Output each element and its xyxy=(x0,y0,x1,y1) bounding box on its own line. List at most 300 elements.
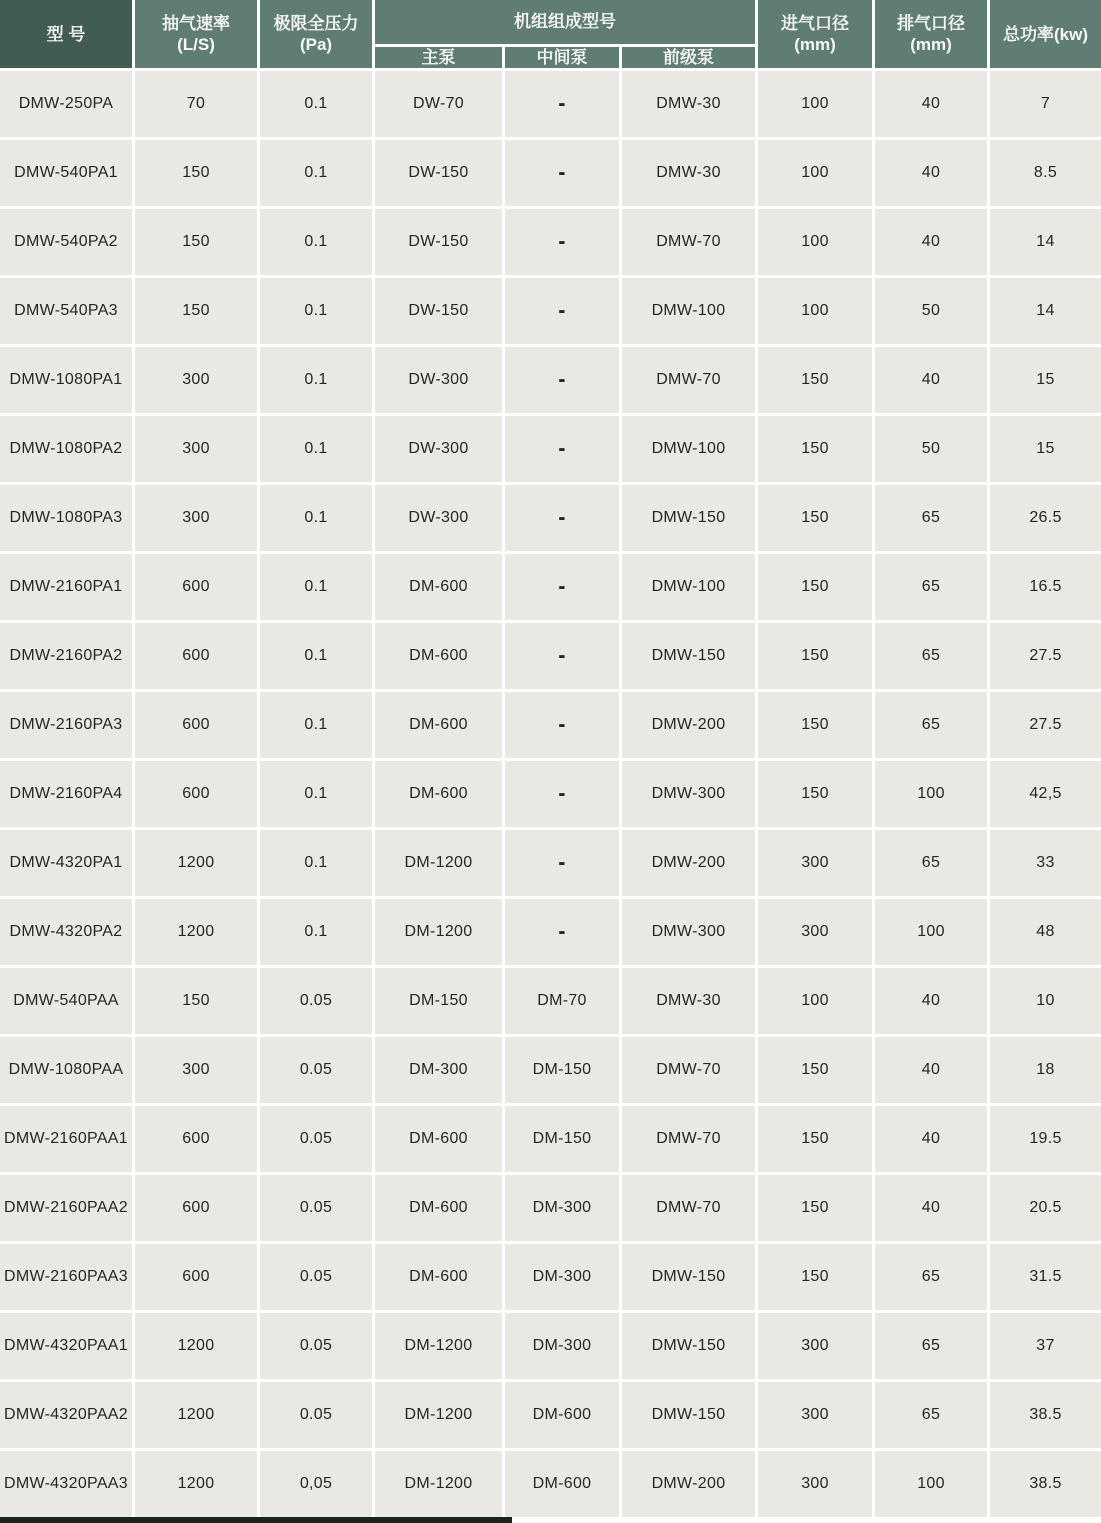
cell-outlet-diameter xyxy=(875,1175,990,1244)
cell-outlet-diameter xyxy=(875,416,990,485)
cell-pumping-speed xyxy=(135,692,260,761)
cell-value: DMW-4320PAA3 xyxy=(4,1475,128,1493)
cell-value: 300 xyxy=(801,854,829,872)
cell-value: 70 xyxy=(186,95,206,113)
cell-pumping-speed xyxy=(135,968,260,1037)
cell-backing-pump xyxy=(622,347,758,416)
cell-pumping-speed xyxy=(135,278,260,347)
cell-pumping-speed xyxy=(135,1175,260,1244)
cell-total-power xyxy=(990,623,1101,692)
cell-value: DM-300 xyxy=(532,1337,592,1355)
cell-pumping-speed xyxy=(135,209,260,278)
table-row xyxy=(0,416,1101,485)
cell-value: 40 xyxy=(921,371,941,389)
cell-ultimate-pressure xyxy=(260,485,375,554)
cell-ultimate-pressure xyxy=(260,209,375,278)
cell-main-pump xyxy=(375,968,505,1037)
cell-model xyxy=(0,623,135,692)
cell-value: 15 xyxy=(1036,440,1055,458)
cell-value: 26.5 xyxy=(1029,509,1062,527)
cell-value: DM-300 xyxy=(532,1268,592,1286)
cell-outlet-diameter xyxy=(875,1037,990,1106)
cell-total-power xyxy=(990,761,1101,830)
cell-value: 0.1 xyxy=(304,371,328,389)
cell-backing-pump xyxy=(622,554,758,623)
cell-value: DM-300 xyxy=(409,1061,468,1079)
cell-value: DMW-150 xyxy=(651,647,726,665)
cell-value: DM-600 xyxy=(409,647,468,665)
cell-value: 100 xyxy=(801,992,829,1010)
cell-pumping-speed xyxy=(135,1313,260,1382)
cell-total-power xyxy=(990,692,1101,761)
cell-value: 0.05 xyxy=(299,992,333,1010)
cell-main-pump xyxy=(375,830,505,899)
cell-value: DMW-150 xyxy=(651,1268,726,1286)
cell-model xyxy=(0,1382,135,1451)
cell-ultimate-pressure xyxy=(260,1382,375,1451)
header-total-power-label: 总功率(kw) xyxy=(1003,24,1088,44)
cell-value: 300 xyxy=(182,371,210,389)
cell-value: DM-1200 xyxy=(404,923,473,941)
cell-intermediate-pump xyxy=(505,1382,622,1451)
cell-main-pump xyxy=(375,1175,505,1244)
cell-main-pump xyxy=(375,623,505,692)
cell-outlet-diameter xyxy=(875,899,990,968)
cell-backing-pump xyxy=(622,209,758,278)
cell-value: 0,05 xyxy=(299,1475,333,1493)
cell-pumping-speed xyxy=(135,899,260,968)
cell-main-pump xyxy=(375,278,505,347)
cell-value: DMW-540PAA xyxy=(13,992,119,1010)
cell-model xyxy=(0,1175,135,1244)
cell-total-power xyxy=(990,1106,1101,1175)
table-row xyxy=(0,1037,1101,1106)
cell-value: DMW-30 xyxy=(656,992,721,1010)
cell-value: 150 xyxy=(801,785,829,803)
cell-intermediate-pump xyxy=(505,1451,622,1520)
cell-inlet-diameter xyxy=(758,692,875,761)
table-row xyxy=(0,554,1101,623)
cell-outlet-diameter xyxy=(875,1313,990,1382)
cell-backing-pump xyxy=(622,71,758,140)
cell-total-power xyxy=(990,1451,1101,1520)
cell-model xyxy=(0,140,135,209)
cell-value: 40 xyxy=(921,164,941,182)
dash-icon: - xyxy=(558,849,566,876)
dash-icon: - xyxy=(558,504,566,531)
cell-value: 40 xyxy=(921,233,941,251)
cell-value: DM-150 xyxy=(409,992,468,1010)
cell-value: DM-600 xyxy=(409,716,468,734)
table-row xyxy=(0,71,1101,140)
dash-icon: - xyxy=(558,780,566,807)
cell-value: 100 xyxy=(801,95,829,113)
cell-pumping-speed xyxy=(135,1037,260,1106)
cell-intermediate-pump xyxy=(505,968,622,1037)
cell-outlet-diameter xyxy=(875,1451,990,1520)
table-row xyxy=(0,278,1101,347)
cell-inlet-diameter xyxy=(758,1313,875,1382)
cell-value: 33 xyxy=(1036,854,1055,872)
cell-value: 1200 xyxy=(177,1475,215,1493)
cell-value: 65 xyxy=(921,1406,941,1424)
cell-main-pump xyxy=(375,347,505,416)
cell-value: 0.05 xyxy=(299,1268,333,1286)
cell-value: 300 xyxy=(182,1061,210,1079)
header-model xyxy=(0,0,135,71)
cell-value: DW-150 xyxy=(408,233,469,251)
cell-value: 1200 xyxy=(177,1406,215,1424)
cell-value: 16.5 xyxy=(1029,578,1062,596)
cell-ultimate-pressure xyxy=(260,899,375,968)
cell-value: 300 xyxy=(801,1406,829,1424)
cell-value: 0.1 xyxy=(304,164,328,182)
cell-value: 150 xyxy=(182,164,210,182)
table-row xyxy=(0,761,1101,830)
cell-outlet-diameter xyxy=(875,1244,990,1313)
cell-value: DMW-150 xyxy=(651,509,726,527)
cell-model xyxy=(0,554,135,623)
cell-value: DM-300 xyxy=(532,1199,592,1217)
cell-value: DMW-70 xyxy=(656,233,721,251)
cell-total-power xyxy=(990,554,1101,623)
cell-value: 50 xyxy=(921,440,941,458)
header-outlet-diameter xyxy=(875,0,990,71)
cell-value: DMW-2160PA4 xyxy=(9,785,123,803)
dash-icon: - xyxy=(558,573,566,600)
cell-value: DMW-2160PA1 xyxy=(9,578,123,596)
cell-value: DM-150 xyxy=(532,1130,592,1148)
cell-value: DMW-4320PA2 xyxy=(9,923,123,941)
cell-inlet-diameter xyxy=(758,71,875,140)
cell-value: 31.5 xyxy=(1029,1268,1062,1286)
cell-value: DM-1200 xyxy=(404,1475,473,1493)
cell-ultimate-pressure xyxy=(260,1175,375,1244)
cell-value: DMW-70 xyxy=(656,371,721,389)
cell-model xyxy=(0,485,135,554)
cell-value: 0.1 xyxy=(304,509,328,527)
cell-backing-pump xyxy=(622,1106,758,1175)
cell-outlet-diameter xyxy=(875,1106,990,1175)
cell-intermediate-pump xyxy=(505,761,622,830)
cell-value: DMW-2160PA3 xyxy=(9,716,123,734)
cell-value: 10 xyxy=(1036,992,1055,1010)
cell-ultimate-pressure xyxy=(260,1313,375,1382)
cell-outlet-diameter xyxy=(875,485,990,554)
cell-value: 14 xyxy=(1036,302,1055,320)
cell-main-pump xyxy=(375,1382,505,1451)
cell-value: 40 xyxy=(921,1061,941,1079)
cell-main-pump xyxy=(375,1106,505,1175)
cell-ultimate-pressure xyxy=(260,692,375,761)
cell-value: 0.1 xyxy=(304,302,328,320)
cell-value: DMW-150 xyxy=(651,1337,726,1355)
cell-inlet-diameter xyxy=(758,485,875,554)
header-intermediate-pump xyxy=(505,47,622,71)
cell-intermediate-pump xyxy=(505,692,622,761)
cell-value: 65 xyxy=(921,578,941,596)
cell-value: 600 xyxy=(182,1130,210,1148)
cell-model xyxy=(0,1037,135,1106)
cell-value: 150 xyxy=(801,1199,829,1217)
cell-value: 300 xyxy=(801,1475,829,1493)
cell-value: 50 xyxy=(921,302,941,320)
dash-icon: - xyxy=(558,642,566,669)
cell-pumping-speed xyxy=(135,416,260,485)
cell-value: 600 xyxy=(182,647,210,665)
cell-value: 150 xyxy=(182,302,210,320)
cell-value: DMW-30 xyxy=(656,95,721,113)
cell-total-power xyxy=(990,1382,1101,1451)
cell-total-power xyxy=(990,278,1101,347)
cell-inlet-diameter xyxy=(758,209,875,278)
cell-value: DMW-2160PAA2 xyxy=(4,1199,128,1217)
header-inlet-diameter xyxy=(758,0,875,71)
header-pumping-speed-unit: (L/S) xyxy=(177,35,215,55)
cell-intermediate-pump xyxy=(505,278,622,347)
cell-main-pump xyxy=(375,71,505,140)
cell-value: 37 xyxy=(1036,1337,1055,1355)
cell-backing-pump xyxy=(622,1037,758,1106)
cell-ultimate-pressure xyxy=(260,1106,375,1175)
cell-inlet-diameter xyxy=(758,278,875,347)
header-unit-composition-label: 机组组成型号 xyxy=(514,12,616,32)
cell-value: DMW-2160PAA3 xyxy=(4,1268,128,1286)
table-row xyxy=(0,899,1101,968)
cell-pumping-speed xyxy=(135,830,260,899)
cell-value: DM-600 xyxy=(409,1268,468,1286)
cell-model xyxy=(0,692,135,761)
cell-inlet-diameter xyxy=(758,1382,875,1451)
cell-backing-pump xyxy=(622,692,758,761)
cell-ultimate-pressure xyxy=(260,416,375,485)
cell-value: 100 xyxy=(917,785,945,803)
cell-model xyxy=(0,830,135,899)
cell-inlet-diameter xyxy=(758,347,875,416)
cell-backing-pump xyxy=(622,416,758,485)
cell-intermediate-pump xyxy=(505,71,622,140)
cell-value: 300 xyxy=(801,923,829,941)
cell-outlet-diameter xyxy=(875,209,990,278)
cell-backing-pump xyxy=(622,140,758,209)
cell-value: DMW-30 xyxy=(656,164,721,182)
table-row xyxy=(0,830,1101,899)
header-total-power xyxy=(990,0,1101,71)
cell-inlet-diameter xyxy=(758,554,875,623)
cell-value: DMW-2160PA2 xyxy=(9,647,123,665)
cell-value: 42,5 xyxy=(1029,785,1062,803)
header-main-pump-label: 主泵 xyxy=(421,48,456,67)
cell-value: 19.5 xyxy=(1029,1130,1062,1148)
cell-value: DMW-1080PA1 xyxy=(9,371,123,389)
cell-model xyxy=(0,899,135,968)
cell-main-pump xyxy=(375,899,505,968)
cell-backing-pump xyxy=(622,1244,758,1313)
cell-value: DW-300 xyxy=(408,509,469,527)
cell-inlet-diameter xyxy=(758,899,875,968)
cell-value: 0.1 xyxy=(304,440,328,458)
dash-icon: - xyxy=(558,366,566,393)
cell-ultimate-pressure xyxy=(260,623,375,692)
cell-ultimate-pressure xyxy=(260,1037,375,1106)
cell-value: 65 xyxy=(921,854,941,872)
cell-ultimate-pressure xyxy=(260,278,375,347)
cell-model xyxy=(0,761,135,830)
cell-backing-pump xyxy=(622,278,758,347)
header-backing-pump xyxy=(622,47,758,71)
cell-ultimate-pressure xyxy=(260,347,375,416)
bottom-edge-strip xyxy=(0,1517,512,1523)
cell-value: 100 xyxy=(801,164,829,182)
table-row xyxy=(0,140,1101,209)
cell-model xyxy=(0,1106,135,1175)
dash-icon: - xyxy=(558,918,566,945)
cell-value: DMW-300 xyxy=(651,923,726,941)
cell-intermediate-pump xyxy=(505,416,622,485)
header-ultimate-pressure-label: 极限全压力 xyxy=(273,13,359,33)
cell-value: DM-1200 xyxy=(404,854,473,872)
cell-value: 0.05 xyxy=(299,1130,333,1148)
cell-pumping-speed xyxy=(135,485,260,554)
cell-value: 600 xyxy=(182,1268,210,1286)
cell-intermediate-pump xyxy=(505,347,622,416)
cell-ultimate-pressure xyxy=(260,968,375,1037)
cell-value: DMW-100 xyxy=(651,302,726,320)
cell-pumping-speed xyxy=(135,1451,260,1520)
cell-model xyxy=(0,209,135,278)
header-inlet-diameter-label: 进气口径 xyxy=(781,13,849,33)
header-ultimate-pressure-unit: (Pa) xyxy=(299,35,333,55)
cell-ultimate-pressure xyxy=(260,1244,375,1313)
cell-value: DM-1200 xyxy=(404,1406,473,1424)
header-pumping-speed xyxy=(135,0,260,71)
cell-value: 150 xyxy=(182,233,210,251)
cell-value: DMW-1080PAA xyxy=(8,1061,124,1079)
cell-intermediate-pump xyxy=(505,209,622,278)
cell-pumping-speed xyxy=(135,554,260,623)
cell-main-pump xyxy=(375,416,505,485)
cell-value: 1200 xyxy=(177,923,215,941)
cell-inlet-diameter xyxy=(758,761,875,830)
cell-main-pump xyxy=(375,1313,505,1382)
cell-value: 600 xyxy=(182,716,210,734)
header-backing-pump-label: 前级泵 xyxy=(663,48,714,67)
cell-value: DW-70 xyxy=(413,95,464,113)
cell-intermediate-pump xyxy=(505,140,622,209)
cell-inlet-diameter xyxy=(758,1451,875,1520)
cell-total-power xyxy=(990,209,1101,278)
cell-intermediate-pump xyxy=(505,1037,622,1106)
table-row xyxy=(0,347,1101,416)
cell-value: DMW-540PA2 xyxy=(14,233,118,251)
dash-icon: - xyxy=(558,711,566,738)
cell-inlet-diameter xyxy=(758,140,875,209)
cell-value: DMW-250PA xyxy=(18,95,114,113)
cell-value: 14 xyxy=(1036,233,1055,251)
cell-value: 0.1 xyxy=(304,923,328,941)
cell-value: DMW-150 xyxy=(651,1406,726,1424)
cell-value: 150 xyxy=(182,992,210,1010)
cell-model xyxy=(0,278,135,347)
cell-backing-pump xyxy=(622,899,758,968)
cell-model xyxy=(0,71,135,140)
dash-icon: - xyxy=(558,159,566,186)
cell-model xyxy=(0,1451,135,1520)
table-row xyxy=(0,1451,1101,1520)
table-header xyxy=(0,0,1101,71)
cell-total-power xyxy=(990,71,1101,140)
cell-value: 1200 xyxy=(177,1337,215,1355)
cell-total-power xyxy=(990,899,1101,968)
header-inlet-diameter-unit: (mm) xyxy=(794,35,836,55)
table-row xyxy=(0,485,1101,554)
cell-main-pump xyxy=(375,761,505,830)
cell-inlet-diameter xyxy=(758,623,875,692)
cell-outlet-diameter xyxy=(875,692,990,761)
cell-backing-pump xyxy=(622,968,758,1037)
cell-value: DMW-4320PAA2 xyxy=(4,1406,128,1424)
cell-value: 1200 xyxy=(177,854,215,872)
table-row xyxy=(0,1244,1101,1313)
header-outlet-diameter-unit: (mm) xyxy=(910,35,952,55)
cell-main-pump xyxy=(375,1451,505,1520)
table-body xyxy=(0,71,1101,1520)
cell-value: 150 xyxy=(801,440,829,458)
cell-value: 0.05 xyxy=(299,1337,333,1355)
cell-model xyxy=(0,1313,135,1382)
cell-value: 65 xyxy=(921,509,941,527)
cell-value: 27.5 xyxy=(1029,716,1062,734)
cell-value: DMW-540PA3 xyxy=(14,302,118,320)
table-row xyxy=(0,209,1101,278)
table-row xyxy=(0,968,1101,1037)
cell-value: 40 xyxy=(921,95,941,113)
cell-outlet-diameter xyxy=(875,347,990,416)
cell-value: DM-150 xyxy=(532,1061,592,1079)
cell-pumping-speed xyxy=(135,1244,260,1313)
cell-value: 150 xyxy=(801,371,829,389)
cell-intermediate-pump xyxy=(505,1313,622,1382)
cell-pumping-speed xyxy=(135,347,260,416)
cell-inlet-diameter xyxy=(758,1037,875,1106)
header-main-pump xyxy=(375,47,505,71)
table-row xyxy=(0,1313,1101,1382)
cell-value: DMW-1080PA2 xyxy=(9,440,123,458)
cell-ultimate-pressure xyxy=(260,554,375,623)
cell-value: 38.5 xyxy=(1029,1406,1062,1424)
cell-value: DMW-300 xyxy=(651,785,726,803)
cell-value: DMW-70 xyxy=(656,1061,721,1079)
cell-intermediate-pump xyxy=(505,623,622,692)
cell-value: 0.1 xyxy=(304,578,328,596)
cell-outlet-diameter xyxy=(875,968,990,1037)
cell-value: 65 xyxy=(921,1337,941,1355)
cell-value: 0.1 xyxy=(304,854,328,872)
cell-model xyxy=(0,1244,135,1313)
cell-value: 48 xyxy=(1036,923,1055,941)
cell-backing-pump xyxy=(622,485,758,554)
cell-total-power xyxy=(990,347,1101,416)
cell-backing-pump xyxy=(622,1175,758,1244)
cell-value: DMW-200 xyxy=(651,716,726,734)
cell-value: DM-600 xyxy=(409,785,468,803)
cell-ultimate-pressure xyxy=(260,140,375,209)
cell-inlet-diameter xyxy=(758,830,875,899)
cell-value: DW-150 xyxy=(408,302,469,320)
header-row-main xyxy=(0,0,1101,47)
cell-value: DMW-2160PAA1 xyxy=(4,1130,128,1148)
table-row xyxy=(0,1382,1101,1451)
